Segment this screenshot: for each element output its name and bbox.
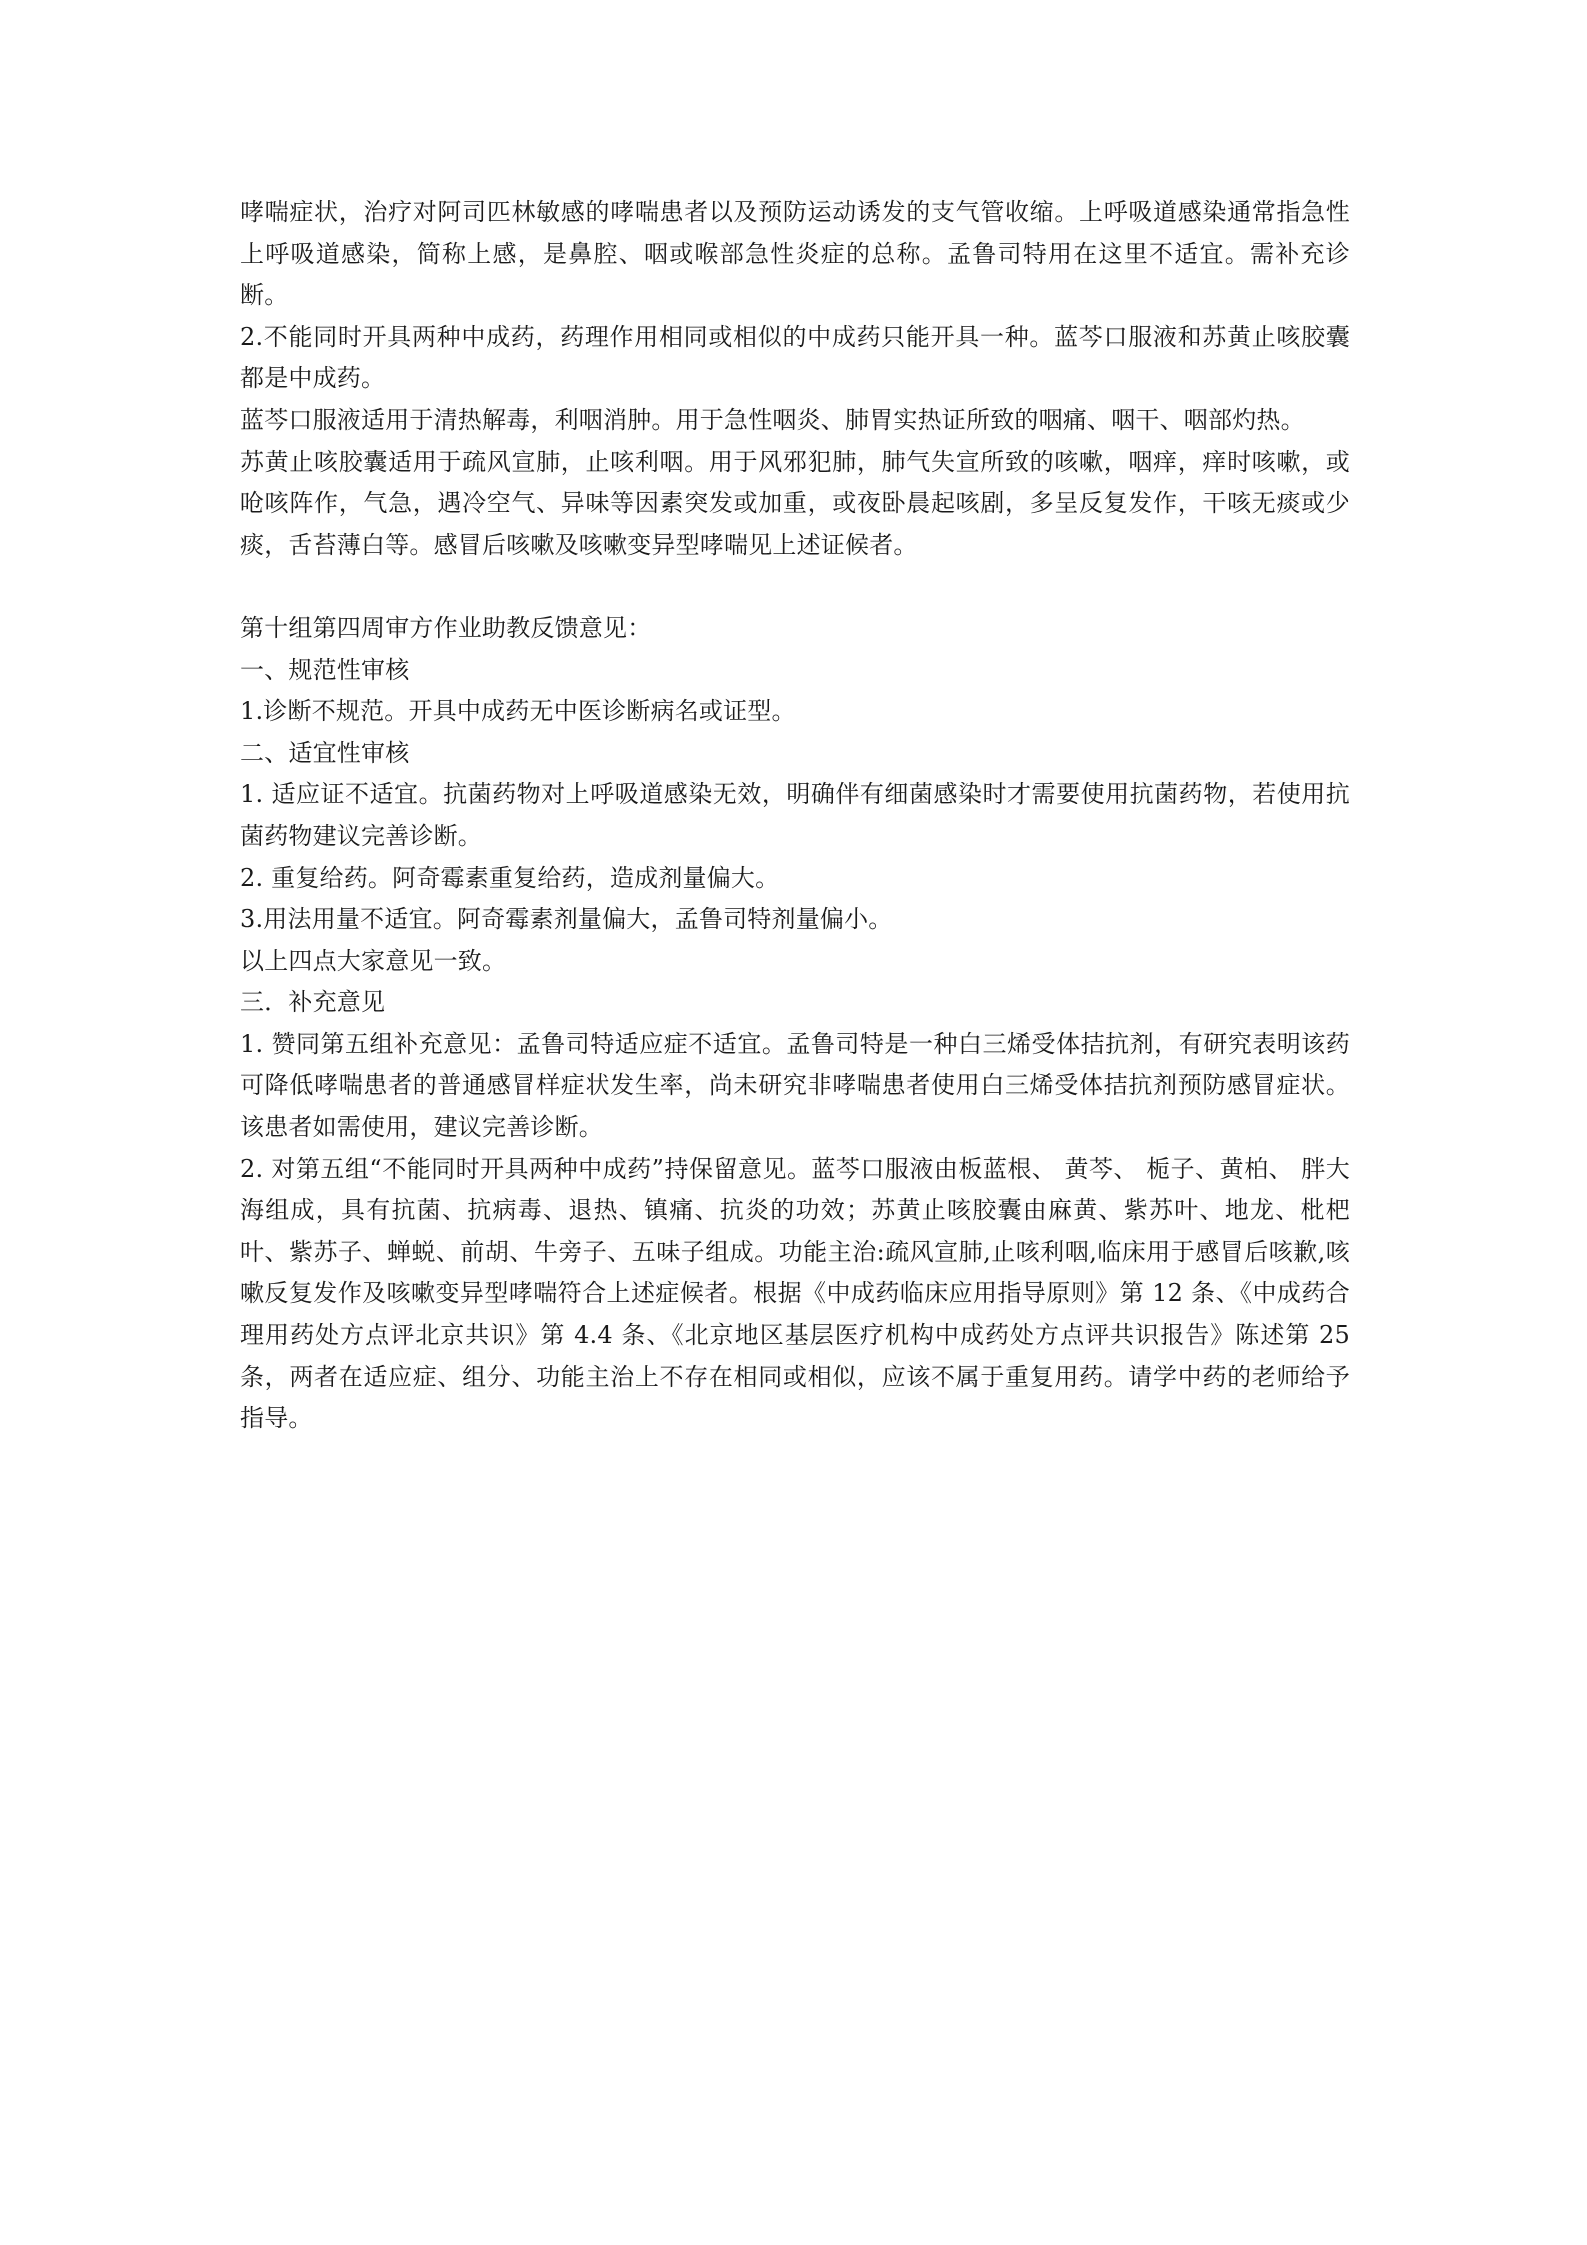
list-item: 2. 对第五组“不能同时开具两种中成药”持保留意见。蓝芩口服液由板蓝根、 黄芩、 栀子、黄柏、 胖大海组成，具有抗菌、抗病毒、退热、镇痛、抗炎的功效；苏黄止咳胶囊由麻黄、紫苏叶、地龙、枇杷叶、紫苏子、蝉蜕、前胡、牛旁子、五味子组成。功能主治:疏风宣肺,止咳利咽,临床用于感冒后咳歉,咳嗽反复发作及咳嗽变异型哮喘符合上述症候者。根据《中成药临床应用指导原则》第 12 条、《中成药合理用药处方点评北京共识》第 4.4 条、《北京地区基层医疗机构中成药处方点评共识报告》陈述第 25 条，两者在适应症、组分、功能主治上不存在相同或相似，应该不属于重复用药。请学中药的老师给予指导。 [240,1154,1350,1433]
paragraph: 2.不能同时开具两种中成药，药理作用相同或相似的中成药只能开具一种。蓝芩口服液和苏黄止咳胶囊都是中成药。 [240,322,1350,393]
paragraph: 哮喘症状，治疗对阿司匹林敏感的哮喘患者以及预防运动诱发的支气管收缩。上呼吸道感染通常指急性上呼吸道感染，简称上感，是鼻腔、咽或喉部急性炎症的总称。孟鲁司特用在这里不适宜。需补充诊断。 [240,198,1350,310]
list-item: 3.用法用量不适宜。阿奇霉素剂量偏大，孟鲁司特剂量偏小。 [240,905,893,934]
prior-section [240,192,1350,566]
list-item: 以上四点大家意见一致。 [240,946,507,975]
list-item: 1. 适应证不适宜。抗菌药物对上呼吸道感染无效，明确伴有细菌感染时才需要使用抗菌药物，若使用抗菌药物建议完善诊断。 [240,780,1350,850]
blank-line [240,566,1350,608]
section-heading: 一、规范性审核 [240,655,410,684]
paragraph: 蓝芩口服液适用于清热解毒，利咽消肿。用于急性咽炎、肺胃实热证所致的咽痛、咽干、咽部灼热。 [240,405,1305,434]
section-heading: 二、适宜性审核 [240,738,410,767]
section-heading: 三．补充意见 [240,988,386,1017]
list-item: 1.诊断不规范。开具中成药无中医诊断病名或证型。 [240,697,796,726]
document-page [240,192,1350,1440]
list-item: 2. 重复给药。阿奇霉素重复给药，造成剂量偏大。 [240,863,780,892]
paragraph: 苏黄止咳胶囊适用于疏风宣肺，止咳利咽。用于风邪犯肺，肺气失宣所致的咳嗽，咽痒，痒时咳嗽，或呛咳阵作，气急，遇冷空气、异味等因素突发或加重，或夜卧晨起咳剧，多呈反复发作，干咳无痰或少痰，舌苔薄白等。感冒后咳嗽及咳嗽变异型哮喘见上述证候者。 [240,447,1350,559]
feedback-section [240,608,1350,1440]
list-item: 1. 赞同第五组补充意见：孟鲁司特适应症不适宜。孟鲁司特是一种白三烯受体拮抗剂，有研究表明该药可降低哮喘患者的普通感冒样症状发生率，尚未研究非哮喘患者使用白三烯受体拮抗剂预防感冒症状。该患者如需使用，建议完善诊断。 [240,1029,1350,1142]
feedback-title: 第十组第四周审方作业助教反馈意见： [240,613,652,642]
